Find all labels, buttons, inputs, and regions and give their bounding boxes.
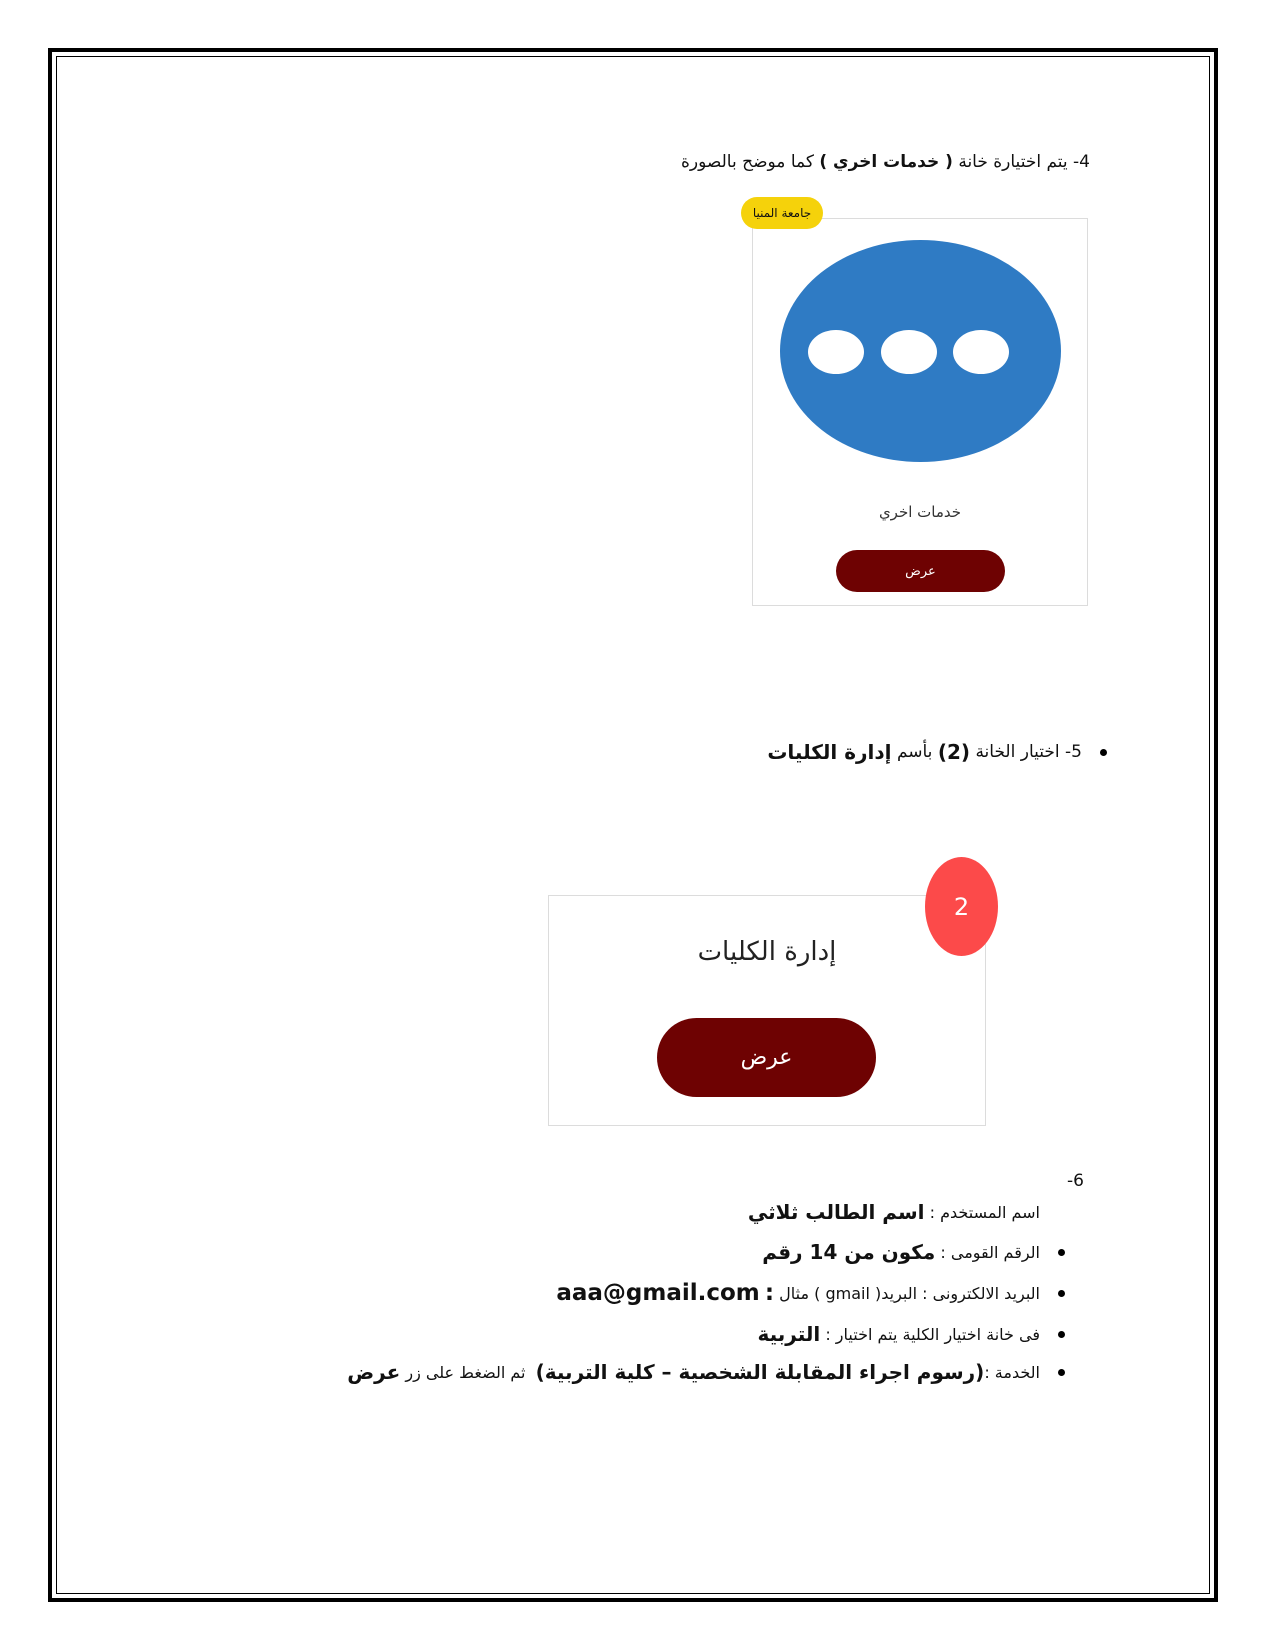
bullet-icon — [1058, 1249, 1065, 1256]
step6-number: -6 — [1067, 1171, 1084, 1191]
step4-bold: ( خدمات اخري ) — [819, 152, 953, 172]
bullet-icon — [1058, 1369, 1065, 1376]
college-line — [757, 1322, 1065, 1346]
national-id-label: الرقم القومى : — [940, 1242, 1040, 1262]
step4-instruction — [681, 152, 1090, 172]
dot-icon — [881, 330, 937, 374]
dot-icon — [953, 330, 1009, 374]
email-colon: : — [764, 1280, 775, 1306]
service-button-word: عرض — [347, 1360, 401, 1384]
bullet-icon — [1058, 1331, 1065, 1338]
username-label: اسم المستخدم : — [929, 1202, 1040, 1222]
national-id-line — [762, 1240, 1065, 1264]
other-services-title: خدمات اخري — [878, 503, 962, 521]
service-line — [347, 1360, 1065, 1384]
username-value: اسم الطالب ثلاثي — [747, 1200, 925, 1224]
email-line — [556, 1280, 1065, 1306]
username-line — [748, 1200, 1065, 1224]
email-example: aaa@gmail.com — [556, 1280, 760, 1306]
number-badge: 2 — [925, 857, 998, 956]
step5-instruction — [767, 740, 1107, 764]
step5-name: إدارة الكليات — [767, 740, 892, 764]
bullet-icon — [1100, 749, 1107, 756]
step4-prefix: 4- يتم اختيارة خانة — [958, 152, 1090, 172]
other-services-view-button[interactable]: عرض — [836, 550, 1005, 592]
college-value: التربية — [757, 1322, 821, 1346]
bullet-icon — [1058, 1290, 1065, 1297]
dot-icon — [808, 330, 864, 374]
university-badge: جامعة المنيا — [741, 197, 823, 229]
service-value: (رسوم اجراء المقابلة الشخصية – كلية التربية) — [535, 1360, 985, 1384]
service-label: الخدمة : — [984, 1362, 1040, 1382]
step5-mid: بأسم — [896, 742, 933, 762]
college-label: فى خانة اختيار الكلية يتم اختيار : — [825, 1324, 1040, 1344]
step4-suffix: كما موضح بالصورة — [680, 152, 814, 172]
step5-number: (2) — [937, 740, 971, 764]
step5-prefix: 5- اختيار الخانة — [975, 742, 1082, 762]
service-after: ثم الضغط على زر — [405, 1362, 526, 1382]
colleges-admin-title: إدارة الكليات — [697, 937, 837, 967]
email-label: البريد الالكترونى : البريد( gmail ) مثال — [779, 1283, 1040, 1303]
colleges-admin-view-button[interactable]: عرض — [657, 1018, 876, 1097]
national-id-value: مكون من 14 رقم — [762, 1240, 936, 1264]
